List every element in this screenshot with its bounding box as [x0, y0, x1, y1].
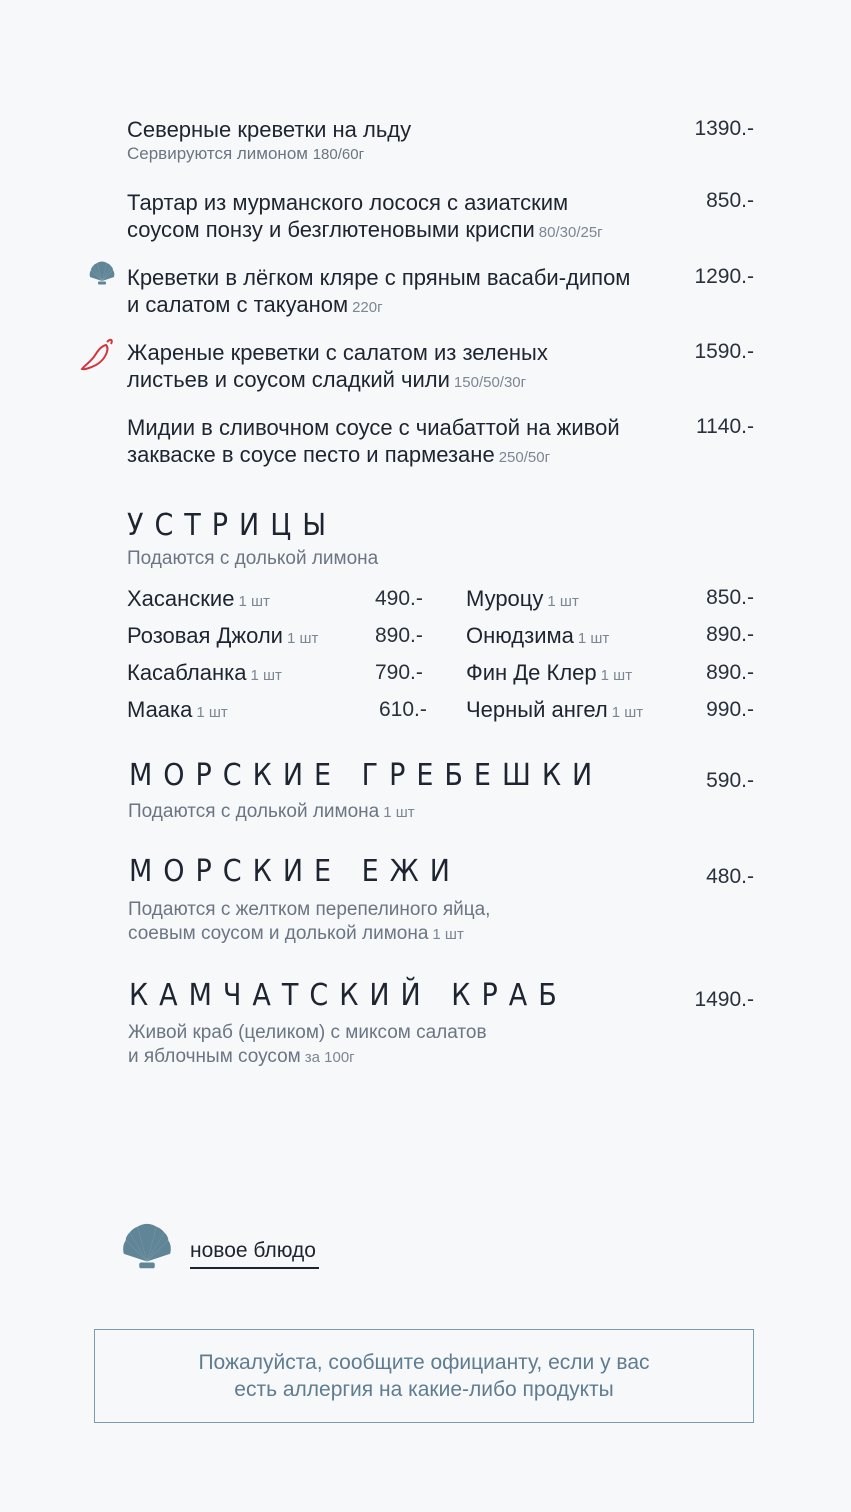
- oyster-name-text: Онюдзима: [466, 623, 574, 648]
- scallops-price: 590.-: [706, 769, 754, 792]
- urchins-price: 480.-: [706, 865, 754, 888]
- item-name-line1: Креветки в лёгком кляре с пряным васаби-дипом: [127, 265, 631, 290]
- section-title-scallops: МОРСКИЕ ГРЕБЕШКИ: [129, 758, 604, 793]
- legend-label: новое блюдо: [190, 1239, 319, 1269]
- oyster-name-text: Касабланка: [127, 660, 247, 685]
- allergy-notice: [94, 1329, 754, 1423]
- oyster-price: 610.-: [379, 698, 427, 721]
- oyster-name-text: Хасанские: [127, 586, 235, 611]
- oyster-name-text: Розовая Джоли: [127, 623, 283, 648]
- item-desc-text: Сервируются лимоном: [127, 144, 308, 163]
- oyster-name: [127, 623, 318, 649]
- shell-icon: [87, 261, 117, 287]
- menu-item-mussels: [127, 414, 687, 471]
- item-weight: 250/50г: [498, 449, 551, 466]
- chili-pepper-icon: [80, 336, 114, 372]
- menu-item-salmon-tartare: [127, 189, 687, 246]
- oyster-qty: 1 шт: [238, 593, 270, 610]
- crab-description: [128, 1021, 487, 1070]
- crab-price: 1490.-: [694, 988, 754, 1011]
- oyster-name: [466, 660, 632, 686]
- urchins-description: [128, 898, 490, 947]
- oyster-price: 890.-: [375, 624, 423, 647]
- item-price: 1290.-: [694, 265, 754, 288]
- oyster-name-text: Маака: [127, 697, 193, 722]
- section-title-urchins: МОРСКИЕ ЕЖИ: [129, 854, 461, 889]
- item-name-line1: Жареные креветки с салатом из зеленых: [127, 340, 548, 365]
- section-title-oysters: УСТРИЦЫ: [127, 508, 338, 543]
- menu-item-fried-shrimp: [127, 339, 687, 396]
- oyster-price: 890.-: [706, 623, 754, 646]
- legend-new-dish: [118, 1222, 348, 1282]
- crab-qty: за 100г: [304, 1049, 355, 1066]
- oyster-price: 890.-: [706, 661, 754, 684]
- crab-desc-line2: [128, 1045, 487, 1070]
- item-price: 1390.-: [694, 117, 754, 140]
- urchins-qty: 1 шт: [432, 926, 464, 943]
- item-description: [127, 143, 687, 166]
- item-name-line2: [127, 366, 687, 396]
- scallops-qty: 1 шт: [383, 804, 415, 821]
- item-name-line2-text: соусом понзу и безглютеновыми криспи: [127, 217, 535, 242]
- item-price: 1140.-: [696, 415, 754, 438]
- shell-icon: [118, 1222, 176, 1274]
- oyster-name: [127, 586, 270, 612]
- oyster-name-text: Муроцу: [466, 586, 544, 611]
- item-price: 1590.-: [694, 340, 754, 363]
- oyster-qty: 1 шт: [196, 704, 228, 721]
- item-weight: 80/30/25г: [538, 224, 603, 241]
- crab-desc-line2-text: и яблочным соусом: [128, 1046, 301, 1067]
- oyster-name-text: Фин Де Клер: [466, 660, 597, 685]
- allergy-line2: есть аллергия на какие-либо продукты: [234, 1378, 614, 1401]
- menu-item-northern-shrimp: [127, 116, 687, 166]
- oyster-name: [466, 586, 579, 612]
- urchins-desc-line2: [128, 922, 490, 947]
- item-weight: 150/50/30г: [453, 374, 527, 391]
- section-title-crab: КАМЧАТСКИЙ КРАБ: [129, 978, 568, 1013]
- menu-item-shrimp-tempura: [127, 264, 687, 321]
- allergy-line1: Пожалуйста, сообщите официанту, если у вас: [198, 1351, 650, 1374]
- item-name-line1: Тартар из мурманского лосося с азиатским: [127, 190, 569, 215]
- oyster-price: 990.-: [706, 698, 754, 721]
- item-weight: 180/60г: [312, 146, 365, 163]
- item-name-line2: [127, 216, 687, 246]
- item-name-line2-text: закваске в соусе песто и пармезане: [127, 442, 495, 467]
- oyster-qty: 1 шт: [600, 667, 633, 684]
- oyster-price: 490.-: [375, 587, 423, 610]
- oyster-name: [127, 697, 228, 723]
- item-weight: 220г: [352, 299, 383, 316]
- item-name-line2-text: и салатом с такуаном: [127, 292, 349, 317]
- item-name-line2: [127, 291, 687, 321]
- oyster-price: 850.-: [706, 586, 754, 609]
- urchins-desc-line2-text: соевым соусом и долькой лимона: [128, 923, 429, 944]
- item-price: 850.-: [706, 189, 754, 212]
- oyster-qty: 1 шт: [547, 593, 579, 610]
- item-name-line1: Мидии в сливочном соусе с чиабаттой на живой: [127, 415, 620, 440]
- crab-desc-line1: Живой краб (целиком) с миксом салатов: [128, 1022, 487, 1043]
- oyster-name: [466, 623, 609, 649]
- oyster-qty: 1 шт: [250, 667, 282, 684]
- oyster-qty: 1 шт: [577, 630, 610, 647]
- item-name-line2: [127, 441, 687, 471]
- oyster-qty: 1 шт: [286, 630, 319, 647]
- scallops-desc-text: Подаются с долькой лимона: [128, 801, 380, 822]
- oyster-name-text: Черный ангел: [466, 697, 608, 722]
- scallops-description: [128, 800, 415, 825]
- oyster-price: 790.-: [375, 661, 423, 684]
- item-name-line2-text: листьев и соусом сладкий чили: [127, 367, 450, 392]
- oyster-name: [127, 660, 282, 686]
- oyster-name: [466, 697, 643, 723]
- urchins-desc-line1: Подаются с желтком перепелиного яйца,: [128, 899, 491, 920]
- oyster-qty: 1 шт: [611, 704, 644, 721]
- section-subtitle-oysters: Подаются с долькой лимона: [127, 548, 379, 569]
- item-name: Северные креветки на льду: [127, 117, 412, 142]
